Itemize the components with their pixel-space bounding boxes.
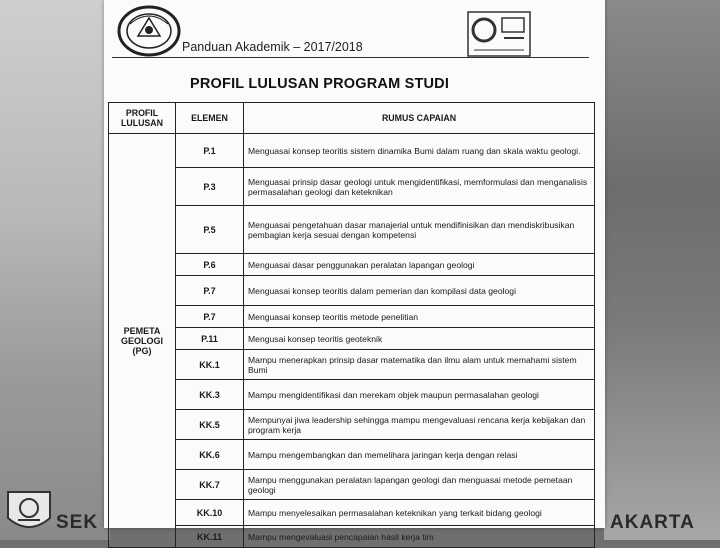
table-header-row — [109, 103, 595, 134]
elemen-cell: KK.10 — [176, 500, 244, 526]
profile-table — [108, 102, 595, 548]
background-left — [0, 0, 110, 540]
elemen-cell: P.1 — [176, 134, 244, 168]
table-row — [109, 470, 595, 500]
elemen-cell: KK.5 — [176, 410, 244, 440]
elemen-cell: P.3 — [176, 168, 244, 206]
elemen-cell: KK.6 — [176, 440, 244, 470]
table-row — [109, 134, 595, 168]
elemen-cell: P.7 — [176, 276, 244, 306]
elemen-cell: P.11 — [176, 328, 244, 350]
profil-cell: PEMETA GEOLOGI (PG) — [109, 134, 176, 548]
university-logo-icon — [116, 4, 182, 58]
page-title: PROFIL LULUSAN PROGRAM STUDI — [190, 76, 450, 92]
certification-logo-icon — [466, 10, 532, 60]
elemen-cell: KK.7 — [176, 470, 244, 500]
elemen-cell: KK.1 — [176, 350, 244, 380]
header-divider — [112, 57, 589, 58]
table-row — [109, 500, 595, 526]
rumus-cell: Mengusai konsep teoritis geoteknik — [244, 328, 595, 350]
rumus-cell: Menguasai konsep teoritis metode penelitian — [244, 306, 595, 328]
table-body — [109, 134, 595, 548]
rumus-cell: Menguasai prinsip dasar geologi untuk mengidentifikasi, memformulasi dan menganalisis permasalahan geologi dan keteknikan — [244, 168, 595, 206]
elemen-cell: P.6 — [176, 254, 244, 276]
rumus-cell: Menguasai konsep teoritis sistem dinamika Bumi dalam ruang dan skala waktu geologi. — [244, 134, 595, 168]
table-row — [109, 306, 595, 328]
rumus-cell: Mampu mengidentifikasi dan merekam objek maupun permasalahan geologi — [244, 380, 595, 410]
table-row — [109, 254, 595, 276]
table-row — [109, 526, 595, 548]
rumus-cell: Menguasai dasar penggunakan peralatan lapangan geologi — [244, 254, 595, 276]
table-row — [109, 410, 595, 440]
elemen-cell: P.5 — [176, 206, 244, 254]
table-row — [109, 206, 595, 254]
rumus-cell: Menguasai pengetahuan dasar manajerial untuk mendifinisikan dan mendiskribusikan pembagian kerja sesuai dengan kompetensi — [244, 206, 595, 254]
footer-text-left: SEK — [56, 512, 99, 533]
table-row — [109, 380, 595, 410]
document-header: Panduan Akademik – 2017/2018 — [182, 40, 363, 54]
table-row — [109, 168, 595, 206]
header-elemen: ELEMEN — [176, 103, 244, 134]
elemen-cell: KK.3 — [176, 380, 244, 410]
header-rumus: RUMUS CAPAIAN — [244, 103, 595, 134]
table-row — [109, 440, 595, 470]
footer-text-right: AKARTA — [610, 512, 695, 533]
rumus-cell: Mampu mengevaluasi pencapaian hasil kerja tim — [244, 526, 595, 548]
rumus-cell: Mempunyai jiwa leadership sehingga mampu mengevaluasi rencana kerja kebijakan dan program kerja — [244, 410, 595, 440]
table-row — [109, 328, 595, 350]
elemen-cell: KK.11 — [176, 526, 244, 548]
rumus-cell: Menguasai konsep teoritis dalam pemerian dan kompilasi data geologi — [244, 276, 595, 306]
header-profil: PROFIL LULUSAN — [109, 103, 176, 134]
rumus-cell: Mampu menyelesaikan permasalahan keteknikan yang terkait bidang geologi — [244, 500, 595, 526]
document-page — [104, 0, 605, 542]
rumus-cell: Mampu menggunakan peralatan lapangan geologi dan menguasai metode pemetaan geologi — [244, 470, 595, 500]
table-row — [109, 350, 595, 380]
rumus-cell: Mampu mengembangkan dan memelihara jaringan kerja dengan relasi — [244, 440, 595, 470]
rumus-cell: Mampu menerapkan prinsip dasar matematika dan ilmu alam untuk memahami sistem Bumi — [244, 350, 595, 380]
table-row — [109, 276, 595, 306]
elemen-cell: P.7 — [176, 306, 244, 328]
background-right — [604, 0, 720, 540]
footer-logo-icon — [4, 488, 54, 536]
